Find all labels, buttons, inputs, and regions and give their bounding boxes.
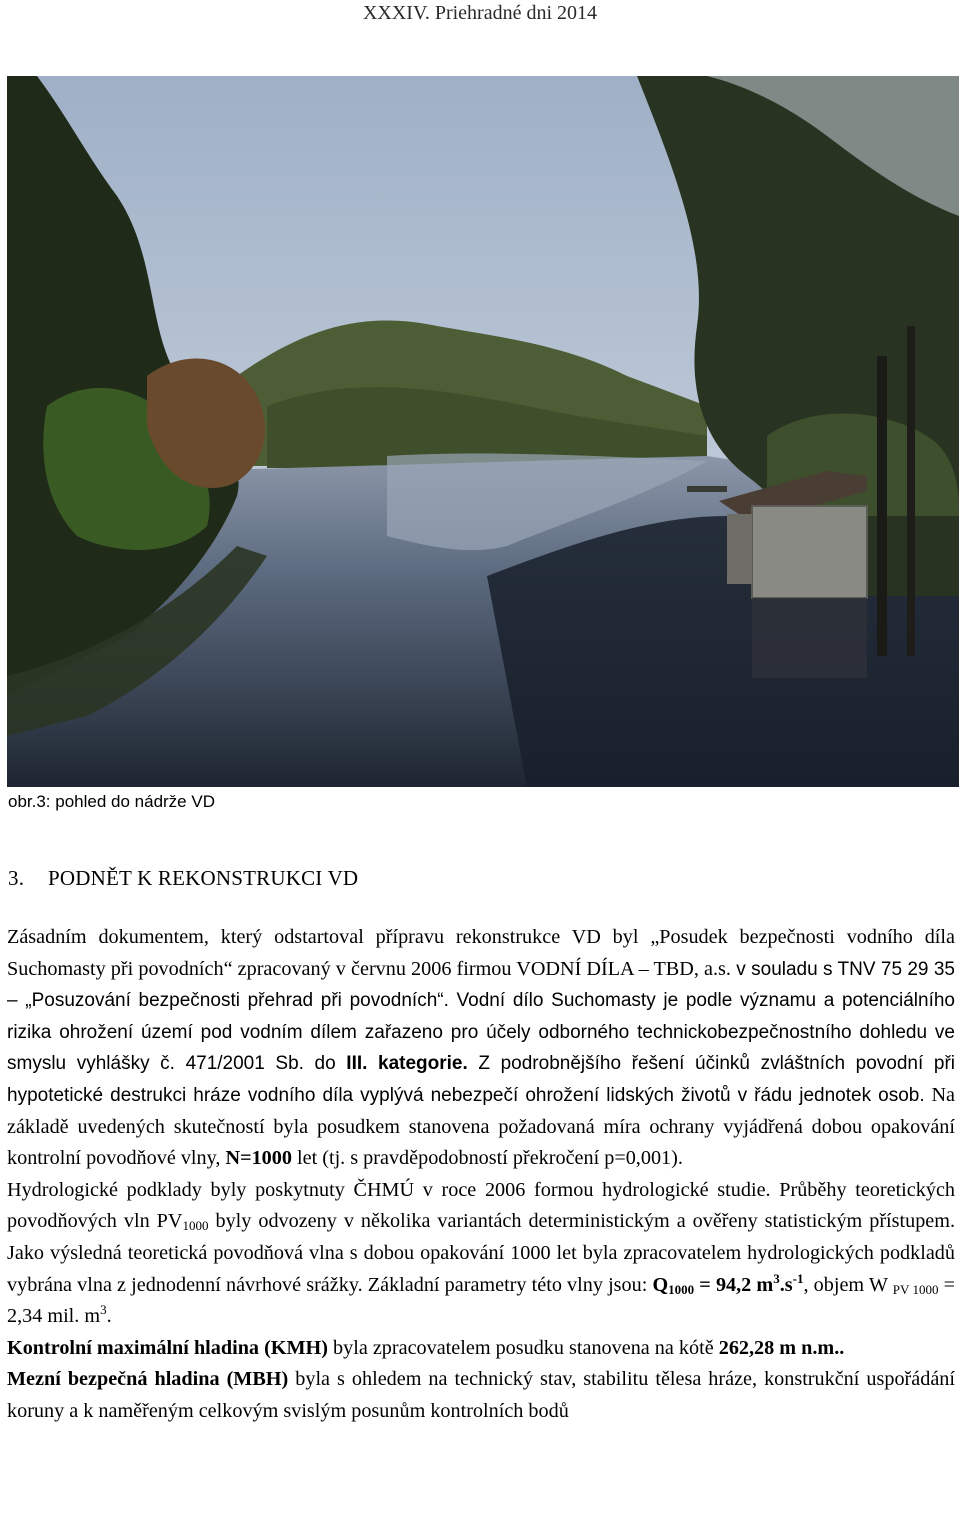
- paragraph-text: III. kategorie.: [346, 1053, 468, 1075]
- paragraph: [7, 1364, 955, 1427]
- paragraph-text: Na základě uvedených skutečností byla posudkem stanovena požadovaná míra ochrany vyjádřená dobou opakování kontrolní povodňové vlny,: [7, 1083, 955, 1170]
- figure-caption: obr.3: pohled do nádrže VD: [8, 792, 215, 811]
- paragraph-text: Zásadním dokumentem, který odstartoval přípravu rekonstrukce VD byl „Posudek bezpečnosti vodního díla Suchomasty při povodních“ zpracovaný v červnu 2006 firmou VODNÍ DÍLA – TBD, a.s.: [7, 926, 955, 980]
- body-text: [7, 922, 955, 1428]
- paragraph-text: byly odvozeny v několika variantách deterministickým a ověřeny statistickým přístupem.: [208, 1210, 956, 1233]
- section-title: PODNĚT K REKONSTRUKCI VD: [48, 866, 359, 890]
- section-number: 3.: [8, 866, 25, 890]
- paragraph-text: Kontrolní maximální hladina (KMH): [7, 1336, 328, 1359]
- paragraph-text: byla s ohledem na technický stav, stabilitu tělesa hráze, konstrukční uspořádání koruny a k naměřeným celkovým svislým posunům kontrolních bodů: [7, 1368, 955, 1422]
- subscript: PV 1000: [892, 1281, 939, 1297]
- paragraph: [7, 922, 955, 1175]
- paragraph-text: .s: [779, 1273, 793, 1296]
- paragraph-text: byla zpracovatelem posudku stanovena na kótě: [327, 1336, 719, 1359]
- paragraph-text: Mezní bezpečná hladina (MBH): [7, 1368, 289, 1391]
- paragraph-text: Q: [652, 1273, 669, 1296]
- page-header: XXXIV. Priehradné dni 2014: [362, 2, 598, 24]
- paragraph-text: = 2,34 mil. m: [7, 1273, 955, 1328]
- paragraph-text: let (tj. s pravděpodobností překročení p=0,001).: [291, 1147, 683, 1170]
- paragraph-text: , objem W: [803, 1273, 893, 1296]
- superscript: -1: [792, 1270, 804, 1286]
- paragraph: [7, 1175, 955, 1333]
- paragraph-text: Jako výsledná teoretická povodňová vlna s dobou opakování 1000 let byla zpracovatelem hydrologických podkladů vybrána vlna z jednodenní návrhové srážky. Základní parametry této vlny jsou:: [7, 1241, 955, 1296]
- section-heading: [8, 864, 358, 892]
- reservoir-photo: [7, 76, 959, 787]
- subscript: 1000: [668, 1281, 695, 1297]
- superscript: 3: [100, 1302, 107, 1318]
- paragraph-text: .: [106, 1305, 112, 1328]
- paragraph-text: = 94,2 m: [694, 1273, 774, 1296]
- superscript: 3: [773, 1270, 780, 1286]
- paragraph-text: N=1000: [225, 1147, 292, 1170]
- reservoir-illustration: [7, 76, 959, 787]
- paragraph-text: Hydrologické podklady byly poskytnuty ČHMÚ v roce 2006 formou hydrologické studie. Průběhy teoretických povodňových vln PV: [7, 1178, 955, 1233]
- paragraph: [7, 1333, 955, 1365]
- paragraph-text: 262,28 m n.m..: [718, 1336, 845, 1359]
- subscript: 1000: [182, 1218, 209, 1234]
- paragraph-text: Z podrobnějšího řešení účinků zvláštních povodní při hypotetické destrukci hráze vodního díla vyplývá nebezpečí ohrožení lidských životů v řádu jednotek osob.: [7, 1053, 955, 1106]
- paragraph-text: v souladu s TNV 75 29 35 – „Posuzování bezpečnosti přehrad při povodních“. Vodní dílo Suchomasty je podle významu a potenciálního rizika ohrožení území pod vodním dílem zařazeno pro účely odborného technickobezpečnostního dohledu ve smyslu vyhlášky č. 471/2001 Sb. do: [7, 958, 955, 1075]
